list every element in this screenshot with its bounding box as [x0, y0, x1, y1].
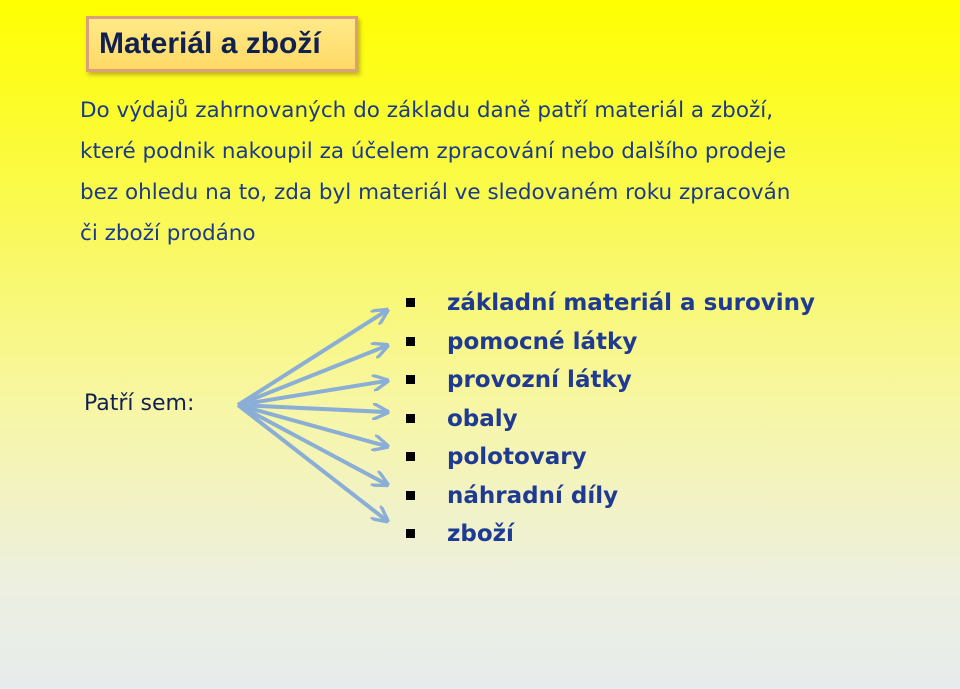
square-bullet-icon [406, 491, 415, 500]
list-item [404, 284, 815, 323]
square-bullet-icon [406, 298, 415, 307]
list-item-label: obaly [447, 405, 518, 432]
list-item [404, 438, 815, 477]
intro-line: Do výdajů zahrnovaných do základu daně patří materiál a zboží, [80, 98, 774, 123]
list-item-label: náhradní díly [447, 482, 619, 509]
list-item [404, 323, 815, 362]
arrow-icon [238, 346, 386, 405]
list-item-label: základní materiál a suroviny [447, 290, 816, 316]
square-bullet-icon [406, 529, 415, 538]
list-item-label: zboží [447, 521, 514, 547]
square-bullet-icon [406, 375, 415, 384]
list-item-label: polotovary [447, 444, 587, 470]
list-item [404, 515, 815, 554]
list-item [404, 477, 815, 516]
belongs-label: Patří sem: [84, 391, 195, 416]
page-title: Materiál a zboží [99, 27, 321, 60]
list-item [404, 361, 815, 400]
list-item-label: pomocné látky [447, 328, 638, 355]
arrow-icon [238, 405, 386, 484]
list-item-label: provozní látky [447, 367, 632, 393]
square-bullet-icon [406, 414, 415, 423]
intro-line: bez ohledu na to, zda byl materiál ve sledovaném roku zpracován [80, 180, 791, 205]
square-bullet-icon [406, 452, 415, 461]
list-item [404, 400, 815, 439]
arrow-icon [238, 405, 386, 520]
intro-line: které podnik nakoupil za účelem zpracování nebo dalšího prodeje [80, 139, 787, 164]
square-bullet-icon [406, 337, 415, 346]
intro-line: či zboží prodáno [80, 221, 256, 246]
arrow-icon [238, 311, 386, 405]
items-list [404, 284, 815, 554]
